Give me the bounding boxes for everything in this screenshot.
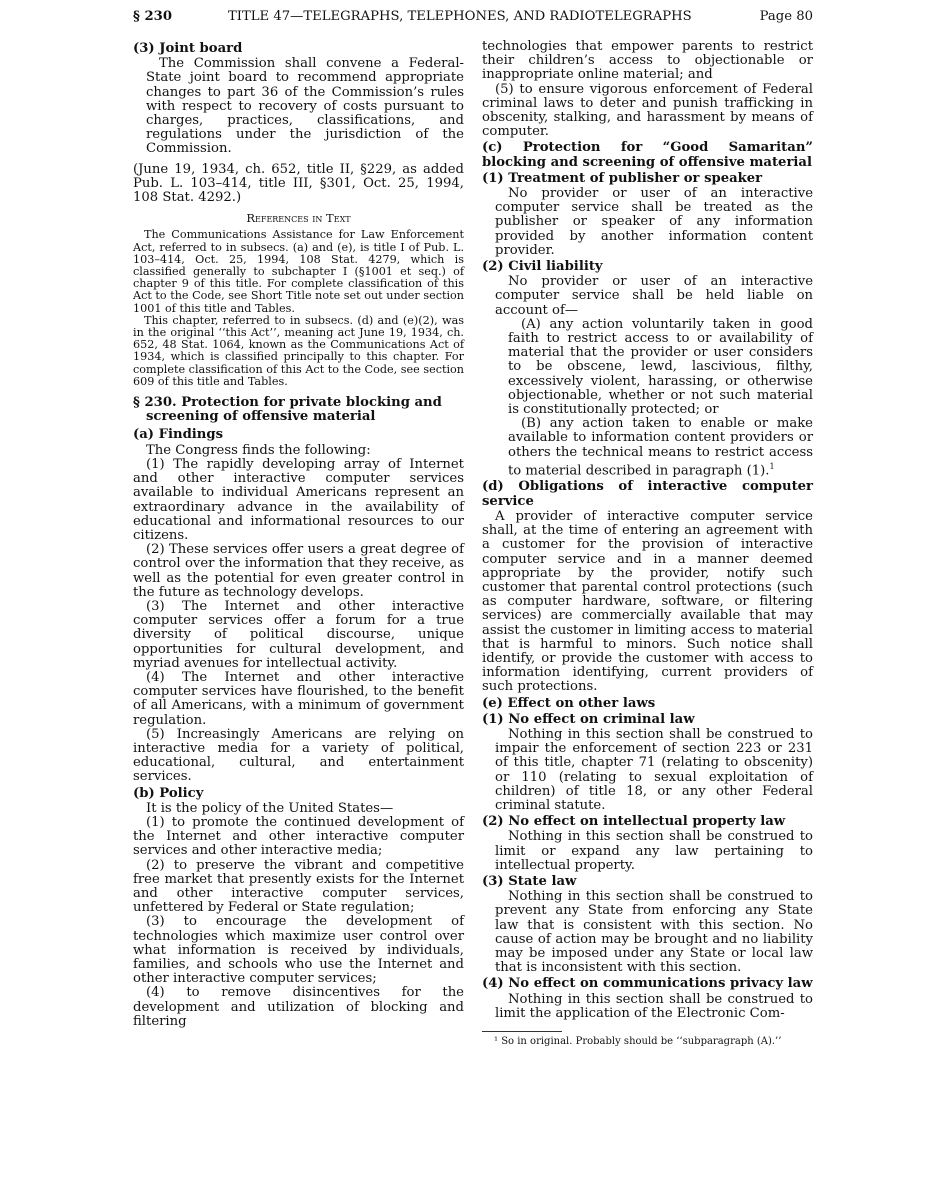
policy-item: (1) to promote the continued development of the Internet and other interactive computer services and other interactive media; <box>133 814 464 859</box>
policy-intro: It is the policy of the United States— <box>146 800 394 816</box>
c1-text: No provider or user of an interactive computer service shall be treated as the publisher or speaker of any information provided by another information content provider. <box>495 186 813 258</box>
findings-intro: The Congress finds the following: <box>146 442 371 458</box>
findings-heading: (a) Findings <box>133 427 224 443</box>
joint-board-heading: (3) Joint board <box>133 41 243 56</box>
reference-note: This chapter, referred to in subsecs. (d) and (e)(2), was in the original ‘‘this Act’’, meaning act June 19, 1934, ch. 652, 48 Stat. 1064, known as the Communications Act of 1934, which is classified principally to this chapter. For complete classification of this Act to the Code, see section 609 of this title and Tables. <box>133 313 464 388</box>
policy-item: (3) to encourage the development of technologies which maximize user control over what information is received by individuals, families, and schools who use the Internet and other interactive computer services; <box>133 914 464 987</box>
header-section-number: § 230 <box>133 9 173 24</box>
c2-b-text <box>508 417 813 478</box>
e3-heading: (3) State law <box>482 873 577 889</box>
finding-item: (1) The rapidly developing array of Internet and other interactive computer services available to individual Americans represent an extraordinary advance in the availability of educational and informational resources to our citizens. <box>133 456 464 543</box>
e4-heading: (4) No effect on communications privacy law <box>482 976 813 992</box>
subsection-d-heading: (d) Obligations of interactive computer service <box>482 479 813 509</box>
e2-text: Nothing in this section shall be construed to limit or expand any law pertaining to intellectual property. <box>495 829 813 873</box>
policy-item: (2) to preserve the vibrant and competitive free market that presently exists for the Internet and other interactive computer services, unfettered by Federal or State regulation; <box>133 857 464 916</box>
left-column <box>133 40 464 1029</box>
e1-text: Nothing in this section shall be construed to impair the enforcement of section 223 or 231 of this title, chapter 71 (relating to obscenity) or 110 (relating to sexual exploitation of children) of title 18, or any other Federal criminal statute. <box>495 726 813 813</box>
finding-item: (2) These services offer users a great degree of control over the information that they receive, as well as the potential for even greater control in the future as technology develops. <box>133 542 464 600</box>
finding-item: (4) The Internet and other interactive computer services have flourished, to the benefit of all Americans, with a minimum of government regulation. <box>133 669 464 728</box>
subsection-c-heading: (c) Protection for “Good Samaritan” blocking and screening of offensive material <box>482 140 813 170</box>
c2-heading: (2) Civil liability <box>482 259 603 275</box>
subsection-e-heading: (e) Effect on other laws <box>482 695 656 711</box>
e3-text: Nothing in this section shall be construed to prevent any State from enforcing any State law that is consistent with this section. No cause of action may be brought and no liability may be imposed under any State or local law that is inconsistent with this section. <box>495 889 813 976</box>
footnote-marker: 1 <box>769 461 775 471</box>
e4-text: Nothing in this section shall be construed to limit the application of the Electronic Com- <box>495 991 813 1021</box>
header-page-number: Page 80 <box>759 9 813 24</box>
page-header <box>133 8 813 28</box>
c2-text: No provider or user of an interactive computer service shall be held liable on account of— <box>495 274 813 318</box>
e2-heading: (2) No effect on intellectual property law <box>482 814 786 830</box>
finding-item: (3) The Internet and other interactive computer services offer a forum for a true diversity of political discourse, unique opportunities for cultural development, and myriad avenues for intellectual activity. <box>133 598 464 671</box>
section-heading: § 230. Protection for private blocking and screening of offensive material <box>133 395 442 425</box>
right-column <box>482 40 813 1048</box>
footnote-rule <box>482 1031 562 1032</box>
history-note: (June 19, 1934, ch. 652, title II, §229, as added Pub. L. 103–414, title III, §301, Oct. 25, 1994, 108 Stat. 4292.) <box>133 161 464 206</box>
e1-heading: (1) No effect on criminal law <box>482 711 695 727</box>
policy-item-continued: technologies that empower parents to restrict their children’s access to objectionable or inappropriate online material; and <box>482 39 813 83</box>
finding-item: (5) Increasingly Americans are relying on interactive media for a variety of political, educational, cultural, and entertainment services. <box>133 726 464 785</box>
policy-heading: (b) Policy <box>133 785 204 801</box>
c1-heading: (1) Treatment of publisher or speaker <box>482 170 763 186</box>
joint-board-text: The Commission shall convene a Federal-State joint board to recommend appropriate changes to part 36 of the Commission’s rules with respect to recovery of costs pursuant to charges, practices, classifications, and regulations under the jurisdiction of the Commission. <box>146 56 464 157</box>
policy-item: (5) to ensure vigorous enforcement of Federal criminal laws to deter and punish trafficking in obscenity, stalking, and harassment by means of computer. <box>482 81 813 140</box>
reference-note: The Communications Assistance for Law Enforcement Act, referred to in subsecs. (a) and (e), is title I of Pub. L. 103–414, Oct. 25, 1994, 108 Stat. 4279, which is classified generally to subchapter I (§1001 et seq.) of chapter 9 of this title. For complete classification of this Act to the Code, see Short Title note set out under section 1001 of this title and Tables. <box>133 228 464 315</box>
footnote: ¹ So in original. Probably should be ‘‘subparagraph (A).’’ <box>494 1036 782 1047</box>
references-heading: References in Text <box>246 211 351 226</box>
c2-b-body: (B) any action taken to enable or make available to information content providers or others the technical means to restrict access to material described in paragraph (1). <box>508 416 813 479</box>
c2-a-text: (A) any action voluntarily taken in good faith to restrict access to or availability of material that the provider or user considers to be obscene, lewd, lascivious, filthy, excessively violent, harassing, or otherwise objectionable, whether or not such material is constitutionally protected; or <box>508 316 813 418</box>
d-text: A provider of interactive computer service shall, at the time of entering an agreement with a customer for the provision of interactive computer service and in a manner deemed appropriate by the provider, notify such customer that parental control protections (such as computer hardware, software, or filtering services) are commercially available that may assist the customer in limiting access to material that is harmful to minors. Such notice shall identify, or provide the customer with access to information identifying, current providers of such protections. <box>482 508 813 695</box>
header-title: TITLE 47—TELEGRAPHS, TELEPHONES, AND RADIOTELEGRAPHS <box>228 9 692 24</box>
policy-item: (4) to remove disincentives for the development and utilization of blocking and filtering <box>133 985 464 1029</box>
